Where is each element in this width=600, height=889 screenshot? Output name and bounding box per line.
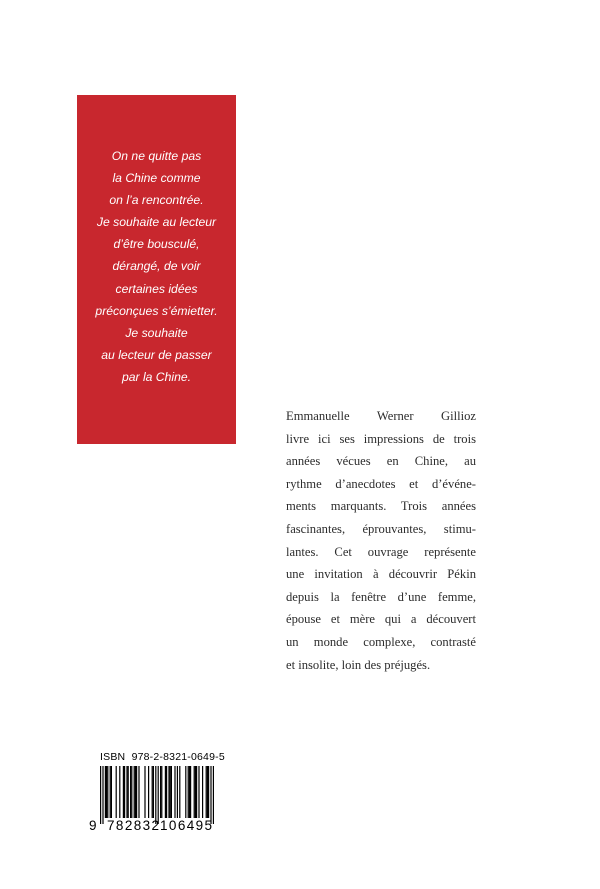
barcode-bar [177,766,178,818]
barcode-bar [195,766,196,818]
barcode-bar [189,766,190,818]
barcode-bar [188,766,189,818]
barcode-bar [179,766,180,818]
blurb-line: et insolite, loin des préjugés. [286,657,431,672]
blurb-line: fascinantes, éprouvantes, stimu- [286,521,476,536]
barcode-bar [196,766,197,818]
quote-line: on l’a rencontrée. [109,193,204,208]
quote-line: Je souhaite au lecteur [96,215,217,230]
barcode-bar [135,766,136,818]
barcode-bar [165,766,166,818]
barcode-bar [134,766,135,818]
blurb-line: épouse et mère qui a découvert [286,612,476,627]
barcode-bar [136,766,137,818]
ean-digits [89,818,219,838]
barcode-bar [194,766,195,818]
barcode-bar [116,766,117,818]
barcode-guard-bar [210,766,211,824]
barcode-bar [174,766,175,818]
barcode-bar [128,766,129,818]
barcode-bar [126,766,127,818]
pull-quote [77,145,236,388]
quote-line: préconçues s’émietter. [95,303,218,318]
isbn-barcode [89,751,225,839]
barcode-bar [153,766,154,818]
ean-first-digit: 9 [89,818,97,833]
barcode-bar [144,766,145,818]
quote-line: certaines idées [115,281,198,296]
barcode-bar [185,766,186,818]
barcode-bar [161,766,162,818]
barcode-bar [166,766,167,818]
barcode-bar [168,766,169,818]
isbn-prefix: ISBN [100,751,126,763]
blurb-line: depuis la fenêtre d’une femme, [286,589,476,604]
barcode-guard-bar [102,766,103,824]
quote-line: dérangé, de voir [112,259,201,274]
barcode-guard-bar [158,766,159,824]
blurb-line: ments marquants. Trois années [286,499,476,514]
barcode-bar [160,766,161,818]
barcode-guard-bar [155,766,156,824]
quote-line: d’être bousculé, [113,237,200,252]
barcode-bar [190,766,191,818]
blurb-line: rythme d’anecdotes et d’événe- [286,476,476,491]
blurb-line: un monde complexe, contrasté [286,634,476,649]
barcode-bar [198,766,199,818]
ean-left-group: 782832 [107,818,161,833]
barcode-bar [202,766,203,818]
quote-line: par la Chine. [121,369,192,384]
isbn-label [100,751,225,763]
barcode-bar [170,766,171,818]
back-cover-blurb [286,405,476,676]
blurb-line: lantes. Cet ouvrage représente [286,544,476,559]
barcode-bar [131,766,132,818]
barcode-bar [207,766,208,818]
blurb-line: une invitation à découvrir Pékin [286,567,476,582]
quote-line: la Chine comme [112,171,201,186]
barcode-bar [148,766,149,818]
barcode-bar [107,766,108,818]
barcode-bars [89,766,219,824]
blurb-line: années vécues en Chine, au [286,454,476,469]
barcode-bar [105,766,106,818]
quote-line: On ne quitte pas [111,149,202,163]
barcode-guard-bar [213,766,214,824]
barcode-bar [119,766,120,818]
barcode-bar [171,766,172,818]
barcode-bar [208,766,209,818]
blurb-line: livre ici ses impressions de trois [286,431,476,446]
barcode-bar [138,766,139,818]
barcode-bar [152,766,153,818]
barcode-guard-bar [100,766,101,824]
barcode-bar [106,766,107,818]
quote-line: au lecteur de passer [101,347,212,362]
barcode-bar [110,766,111,818]
blurb-line: Emmanuelle Werner Gillioz [286,409,476,423]
barcode-bar [206,766,207,818]
isbn-number: 978-2-8321-0649-5 [131,751,225,763]
ean-right-group: 106495 [160,818,214,833]
barcode-bar [123,766,124,818]
barcode-bar [124,766,125,818]
quote-line: Je souhaite [125,325,188,340]
barcode-bar [130,766,131,818]
barcode-bar [111,766,112,818]
